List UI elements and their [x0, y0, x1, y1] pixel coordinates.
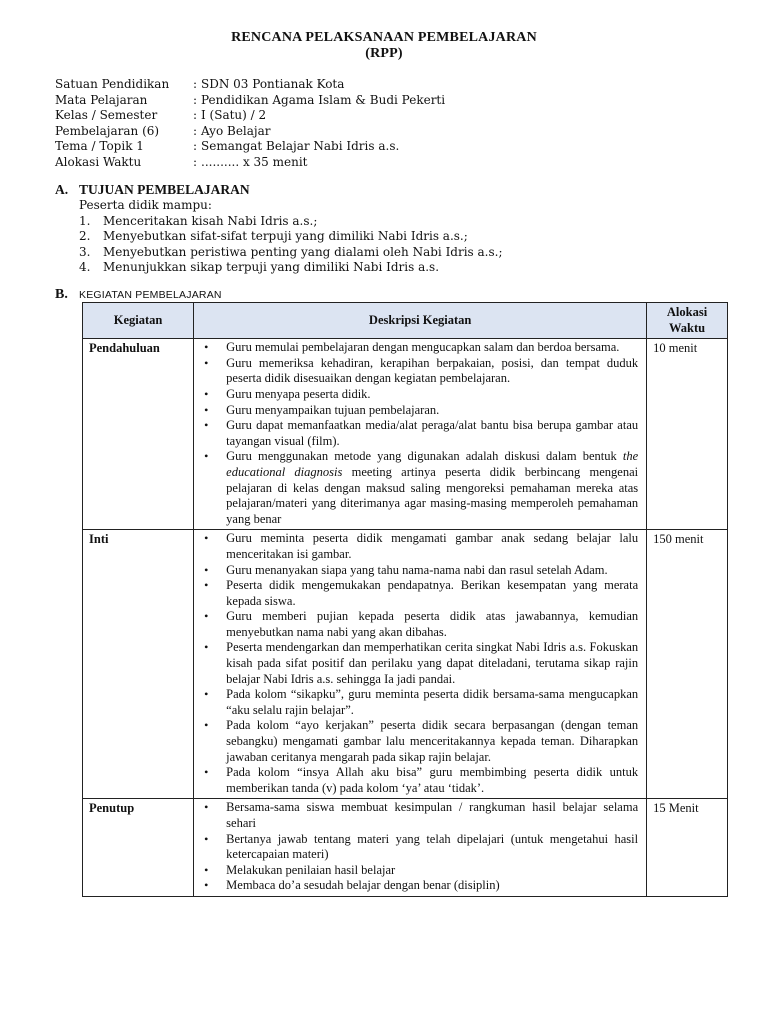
activity-step: • Guru menanyakan siapa yang tahu nama-nama nabi dan rasul setelah Adam. [200, 563, 638, 579]
section-tujuan [55, 182, 503, 276]
section-a-heading [55, 182, 503, 198]
objectives-list [79, 214, 503, 276]
section-kegiatan-heading [55, 287, 222, 303]
column-header-waktu: Alokasi Waktu [647, 303, 728, 339]
section-letter: A. [55, 182, 69, 197]
column-header-kegiatan: Kegiatan [83, 303, 194, 339]
objective-text: Menceritakan kisah Nabi Idris a.s.; [103, 213, 318, 228]
column-header-deskripsi: Deskripsi Kegiatan [194, 303, 647, 339]
document-subtitle: (RPP) [365, 46, 403, 61]
meta-row-alokasi [55, 155, 445, 171]
activity-description [194, 530, 647, 799]
section-title: KEGIATAN PEMBELAJARAN [79, 289, 222, 301]
section-letter: B. [55, 287, 68, 302]
activity-description [194, 799, 647, 897]
meta-value: Ayo Belajar [201, 123, 271, 138]
meta-value: I (Satu) / 2 [201, 108, 267, 123]
meta-row-kelas [55, 108, 445, 124]
objective-number: 3. [79, 244, 91, 259]
meta-row-satuan [55, 77, 445, 93]
meta-row-mapel [55, 93, 445, 109]
activity-step: • Peserta didik mengemukakan pendapatnya. Berikan kesempatan yang merata kepada siswa. [200, 578, 638, 609]
table-header-row [83, 303, 728, 339]
activity-phase: Pendahuluan [83, 339, 194, 530]
objective-text: Menyebutkan sifat-sifat terpuji yang dimiliki Nabi Idris a.s.; [103, 229, 468, 244]
meta-separator: : [193, 123, 198, 138]
objective-item [79, 245, 503, 261]
activity-description [194, 339, 647, 530]
activity-step: • Bersama-sama siswa membuat kesimpulan / rangkuman hasil belajar selama sehari [200, 800, 638, 831]
meta-row-pembelajaran [55, 124, 445, 140]
step-text: meeting artinya peserta didik berbincang mengenai pelajaran di kelas dengan maksud saling mengoreksi pemahaman mereka atas pelajaran/materi yang diterimanya agar masing-masing memperoleh pemahaman yang benar [226, 464, 639, 526]
meta-value: Semangat Belajar Nabi Idris a.s. [201, 139, 400, 154]
activity-duration: 15 Menit [647, 799, 728, 897]
table-row-inti [83, 530, 728, 799]
activity-duration: 150 menit [647, 530, 728, 799]
objective-number: 2. [79, 229, 91, 244]
activity-step: • Guru menyampaikan tujuan pembelajaran. [200, 403, 638, 419]
activity-step: • Guru memulai pembelajaran dengan mengucapkan salam dan berdoa bersama. [200, 340, 638, 356]
meta-separator: : [193, 92, 198, 107]
activity-step: • Pada kolom “sikapku”, guru meminta peserta didik bersama-sama mengucapkan “aku selalu rajin belajar”. [200, 687, 638, 718]
activity-step: • Guru memeriksa kehadiran, kerapihan berpakaian, posisi, dan tempat duduk peserta didik disesuaikan dengan kegiatan pembelajaran. [200, 356, 638, 387]
activity-step [200, 449, 638, 527]
activities-table [82, 302, 728, 897]
meta-separator: : [193, 77, 198, 91]
activity-step: • Peserta mendengarkan dan memperhatikan cerita singkat Nabi Idris a.s. Fokuskan kisah pada sifat positif dan perilaku yang dapat diteladani, terutama sikap rajin belajar Nabi Idris a.s. sehingga Ia jadi pandai. [200, 640, 638, 687]
objectives-intro: Peserta didik mampu: [79, 198, 212, 212]
meta-label: Pembelajaran (6) [55, 123, 160, 138]
objective-number: 4. [79, 260, 91, 275]
step-text: Guru menggunakan metode yang digunakan adalah diskusi dalam bentuk [226, 449, 623, 464]
objective-item [79, 229, 503, 245]
activity-step: • Pada kolom “ayo kerjakan” peserta didik secara berpasangan (dengan teman sebangku) mengamati gambar lalu menceritakannya kepada teman. Diharapkan jawaban ceritanya mengarah pada sikap rajin belajar. [200, 718, 638, 765]
document-title: RENCANA PELAKSANAAN PEMBELAJARAN [231, 30, 537, 45]
activity-step: • Guru meminta peserta didik mengamati gambar anak sedang belajar lalu menceritakan isi gambar. [200, 531, 638, 562]
meta-row-tema [55, 139, 445, 155]
activity-step: • Bertanya jawab tentang materi yang telah dipelajari (untuk mengetahui hasil ketercapaian materi) [200, 832, 638, 863]
activity-phase: Penutup [83, 799, 194, 897]
meta-label: Alokasi Waktu [55, 154, 142, 169]
step-italic-term: the educational diagnosis [226, 449, 639, 479]
activity-step: • Guru memberi pujian kepada peserta didik atas jawabannya, kemudian menyebutkan nama nabi yang akan dibahas. [200, 609, 638, 640]
meta-label: Kelas / Semester [55, 108, 158, 123]
meta-separator: : [193, 154, 198, 169]
identity-block [55, 77, 445, 171]
objective-text: Menunjukkan sikap terpuji yang dimiliki Nabi Idris a.s. [103, 260, 440, 275]
meta-separator: : [193, 139, 198, 154]
meta-value: SDN 03 Pontianak Kota [201, 77, 345, 91]
meta-label: Mata Pelajaran [55, 92, 148, 107]
meta-label: Satuan Pendidikan [55, 77, 170, 91]
objective-item [79, 260, 503, 276]
table-row-pendahuluan [83, 339, 728, 530]
meta-value: Pendidikan Agama Islam & Budi Pekerti [201, 92, 446, 107]
activity-step: • Melakukan penilaian hasil belajar [200, 863, 638, 879]
objective-text: Menyebutkan peristiwa penting yang dialami oleh Nabi Idris a.s.; [103, 244, 503, 259]
table-row-penutup [83, 799, 728, 897]
objective-item [79, 214, 503, 230]
activity-step: • Guru dapat memanfaatkan media/alat peraga/alat bantu bisa berupa gambar atau tayangan visual (film). [200, 418, 638, 449]
meta-label: Tema / Topik 1 [55, 139, 144, 154]
section-title: TUJUAN PEMBELAJARAN [79, 182, 250, 197]
activity-step: • Guru menyapa peserta didik. [200, 387, 638, 403]
meta-value: .......... x 35 menit [201, 154, 308, 169]
activity-phase: Inti [83, 530, 194, 799]
objective-number: 1. [79, 213, 91, 228]
activity-step: • Membaca do’a sesudah belajar dengan benar (disiplin) [200, 878, 638, 894]
activity-step: • Pada kolom “insya Allah aku bisa” guru membimbing peserta didik untuk memberikan tanda (v) pada kolom ‘ya’ atau ‘tidak’. [200, 765, 638, 796]
activity-duration: 10 menit [647, 339, 728, 530]
meta-separator: : [193, 108, 198, 123]
